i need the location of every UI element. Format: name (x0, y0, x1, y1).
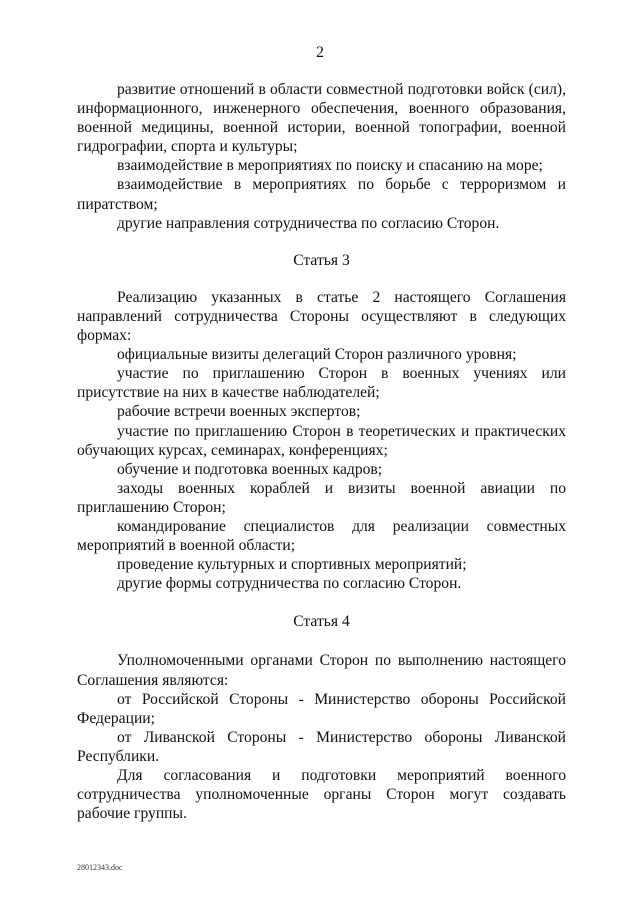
list-item: от Российской Стороны - Министерство обороны Российской Федерации; (77, 690, 566, 727)
paragraph: Реализацию указанных в статье 2 настоящего Соглашения направлений сотрудничества Стороны осуществляют в следующих формах: (77, 288, 566, 345)
file-name-footer: 28012343.doc (77, 863, 123, 872)
article-4-title: Статья 4 (293, 613, 350, 631)
list-item: заходы военных кораблей и визиты военной авиации по приглашению Сторон; (77, 479, 566, 516)
page-number: 2 (316, 44, 324, 61)
article-3-title: Статья 3 (293, 251, 350, 269)
paragraph: развитие отношений в области совместной подготовки войск (сил), информационного, инженерного обеспечения, военного образования, военной медицины, военной истории, военной топографии, военной гидрографии, спорта и культуры; (77, 81, 566, 156)
document-body (77, 80, 566, 823)
list-item: командирование специалистов для реализации совместных мероприятий в военной области; (77, 517, 566, 555)
list-item: участие по приглашению Сторон в военных учениях или присутствие на них в качестве наблюдателей; (77, 365, 566, 402)
paragraph: Для согласования и подготовки мероприятий военного сотрудничества уполномоченные органы Сторон могут создавать рабочие группы. (77, 767, 566, 823)
list-item: обучение и подготовка военных кадров; (117, 460, 383, 478)
list-item: проведение культурных и спортивных мероприятий; (117, 556, 467, 574)
paragraph: взаимодействие в мероприятиях по борьбе с терроризмом и пиратством; (77, 176, 566, 213)
paragraph: Уполномоченными органами Сторон по выполнению настоящего Соглашения являются: (77, 652, 566, 689)
list-item: официальные визиты делегаций Сторон различного уровня; (117, 346, 517, 364)
list-item: от Ливанской Стороны - Министерство обороны Ливанской Республики. (77, 728, 566, 765)
paragraph: взаимодействие в мероприятиях по поиску и спасанию на море; (117, 157, 543, 175)
list-item: другие формы сотрудничества по согласию Сторон. (117, 575, 462, 593)
list-item: рабочие встречи военных экспертов; (117, 403, 361, 421)
list-item: участие по приглашению Сторон в теоретических и практических обучающих курсах, семинарах, конференциях; (77, 422, 566, 459)
paragraph: другие направления сотрудничества по согласию Сторон. (117, 214, 500, 232)
